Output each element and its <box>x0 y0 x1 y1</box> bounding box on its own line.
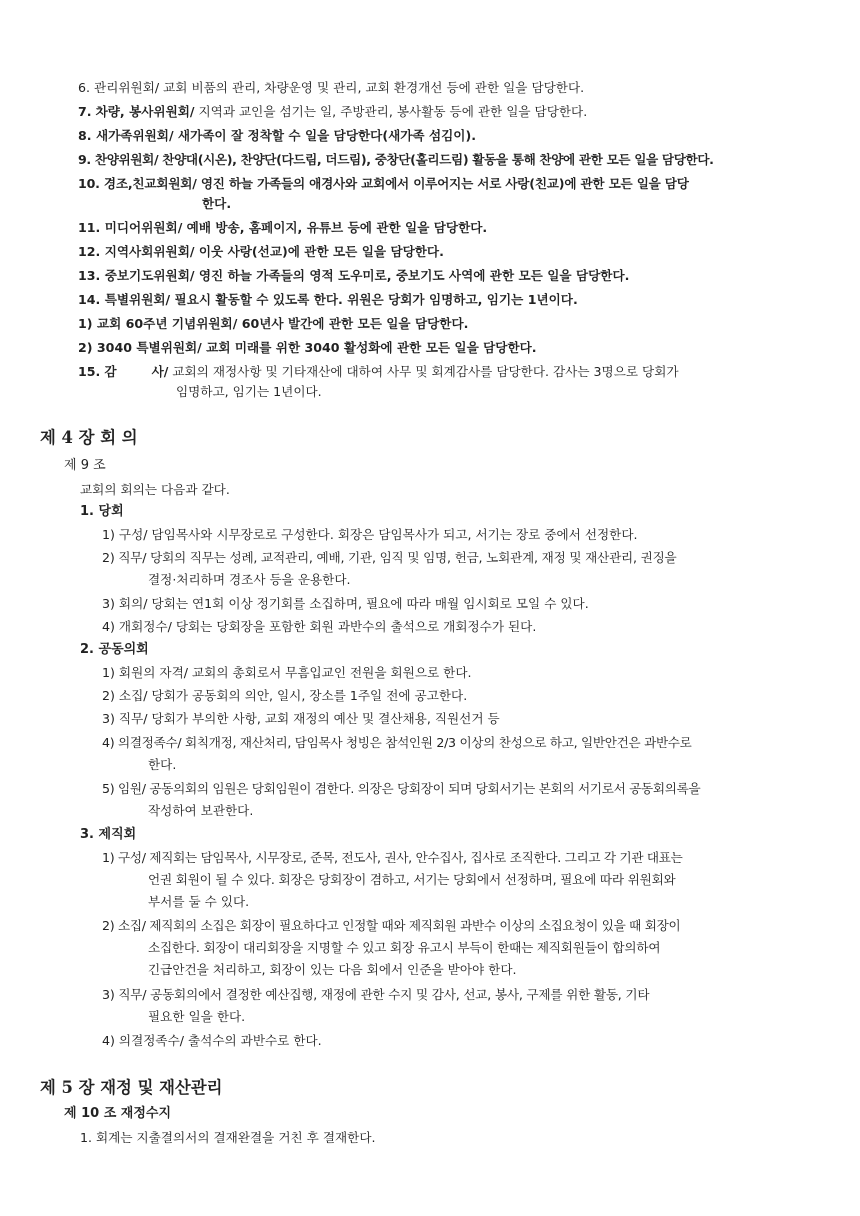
section-3-item-1-cont-1: 언권 회원이 될 수 있다. 회장은 당회장이 겸하고, 서기는 당회에서 선정하며, 필요에 따라 위원회와 <box>148 872 676 887</box>
committee-title: 찬양위원회/ <box>94 152 159 167</box>
item-number: 10. <box>78 176 100 191</box>
article-10-heading: 제 10 조 재정수지 <box>64 1106 172 1121</box>
chapter-4-heading: 제 4 장 회 의 <box>40 428 138 447</box>
committee-7 <box>78 102 587 122</box>
committee-desc: 교회의 재정사항 및 기타재산에 대하여 사무 및 회계감사를 담당한다. 감사는 3명으로 당회가 <box>168 364 679 379</box>
section-title-2: 2. 공동의회 <box>80 642 149 657</box>
item-number: 13. <box>78 268 101 283</box>
committee-title: 지역사회위원회/ <box>104 244 195 259</box>
item-number: 15. <box>78 364 101 379</box>
item-number: 14. <box>78 292 101 307</box>
committee-desc: 필요시 활동할 수 있도록 한다. 위원은 당회가 임명하고, 임기는 1년이다. <box>170 292 578 307</box>
section-3-item-4: 4) 의결정족수/ 출석수의 과반수로 한다. <box>102 1033 322 1048</box>
committee-11 <box>78 218 487 238</box>
committee-desc: 영진 하늘 가족들의 애경사와 교회에서 이루어지는 서로 사랑(친교)에 관한 모든 일을 담당 <box>196 176 689 191</box>
committee-10 <box>78 174 689 194</box>
section-3-item-1: 1) 구성/ 제직회는 담임목사, 시무장로, 준목, 전도사, 권사, 안수집사, 집사로 조직한다. 그리고 각 기관 대표는 <box>102 850 683 865</box>
committee-desc: 60년사 발간에 관한 모든 일을 담당한다. <box>237 316 469 331</box>
committee-title: 특별위원회/ <box>104 292 171 307</box>
section-1-item-4: 4) 개회정수/ 당회는 당회장을 포함한 회원 과반수의 출석으로 개회정수가 된다. <box>102 619 537 634</box>
section-2-item-2: 2) 소집/ 당회가 공동회의 의안, 일시, 장소를 1주일 전에 공고한다. <box>102 688 468 703</box>
section-3-item-2-cont-2: 긴급안건을 처리하고, 회장이 있는 다음 회에서 인준을 받아야 한다. <box>148 962 517 977</box>
section-2-item-5-cont: 작성하여 보관한다. <box>148 803 254 818</box>
committee-desc: 교회 미래를 위한 3040 활성화에 관한 모든 일을 담당한다. <box>201 340 537 355</box>
item-number: 2) <box>78 340 93 355</box>
item-number: 9. <box>78 152 91 167</box>
section-3-item-2-cont-1: 소집한다. 회장이 대리회장을 지명할 수 있고 회장 유고시 부득이 한때는 제직회원들이 합의하여 <box>148 940 661 955</box>
committee-desc: 이웃 사랑(선교)에 관한 모든 일을 담당한다. <box>194 244 444 259</box>
section-2-item-4: 4) 의결정족수/ 회칙개정, 재산처리, 담임목사 청빙은 참석인원 2/3 이상의 찬성으로 하고, 일반안건은 과반수로 <box>102 735 692 750</box>
chapter-5-heading: 제 5 장 재정 및 재산관리 <box>40 1078 223 1097</box>
section-1-item-3: 3) 회의/ 당회는 연1회 이상 정기회를 소집하며, 필요에 따라 매월 임시회로 모일 수 있다. <box>102 596 589 611</box>
item-number: 11. <box>78 220 101 235</box>
committee-title: 3040 특별위원회/ <box>96 340 202 355</box>
committee-6 <box>78 78 584 98</box>
committee-title: 중보기도위원회/ <box>104 268 195 283</box>
section-2-item-1: 1) 회원의 자격/ 교회의 총회로서 무흠입교인 전원을 회원으로 한다. <box>102 665 472 680</box>
committee-title: 차량, 봉사위원회/ <box>95 104 195 119</box>
article-9-heading: 제 9 조 <box>64 458 106 473</box>
committee-12 <box>78 242 444 262</box>
section-3-item-3: 3) 직무/ 공동회의에서 결정한 예산집행, 재정에 관한 수지 및 감사, 선교, 봉사, 구제를 위한 활동, 기타 <box>102 987 650 1002</box>
section-1-item-2-cont: 결정·처리하며 경조사 등을 운용한다. <box>148 572 351 587</box>
section-2-item-3: 3) 직무/ 당회가 부의한 사항, 교회 재정의 예산 및 결산채용, 직원선거 등 <box>102 711 500 726</box>
committee-9 <box>78 150 714 170</box>
item-number: 12. <box>78 244 101 259</box>
committee-title: 경조,친교회원회/ <box>103 176 197 191</box>
special-committee-1 <box>78 314 468 334</box>
committee-desc: 찬양대(시온), 찬양단(다드림, 더드림), 중창단(홀리드림) 활동을 통해 찬양에 관한 모든 일을 담당한다. <box>158 152 714 167</box>
section-3-item-2: 2) 소집/ 제직회의 소집은 회장이 필요하다고 인정할 때와 제직회원 과반수 이상의 소집요청이 있을 때 회장이 <box>102 918 681 933</box>
section-3-item-1-cont-2: 부서를 둘 수 있다. <box>148 894 250 909</box>
committee-10-continuation <box>202 194 231 214</box>
section-2-item-4-cont: 한다. <box>148 757 177 772</box>
committee-title: 관리위원회/ <box>94 80 160 95</box>
committee-desc: 지역과 교인을 섬기는 일, 주방관리, 봉사활동 등에 관한 일을 담당한다. <box>194 104 588 119</box>
committee-title: 감 사/ <box>104 364 169 379</box>
item-number: 7. <box>78 104 92 119</box>
section-2-item-5: 5) 임원/ 공동의회의 임원은 당회임원이 겸한다. 의장은 당회장이 되며 당회서기는 본회의 서기로서 공동회의록을 <box>102 781 701 796</box>
committee-13 <box>78 266 629 286</box>
committee-desc: 예배 방송, 홈페이지, 유튜브 등에 관한 일을 담당한다. <box>182 220 488 235</box>
section-title-3: 3. 제직회 <box>80 827 137 842</box>
section-1-item-1: 1) 구성/ 담임목사와 시무장로로 구성한다. 회장은 담임목사가 되고, 서기는 장로 중에서 선정한다. <box>102 527 638 542</box>
section-1-item-2: 2) 직무/ 당회의 직무는 성례, 교적관리, 예배, 기관, 임직 및 임명, 헌금, 노회관계, 재정 및 재산관리, 권징을 <box>102 550 677 565</box>
item-number: 6. <box>78 80 91 95</box>
item-number: 1) <box>78 316 93 331</box>
committee-desc: 교회 비품의 관리, 차량운영 및 관리, 교회 환경개선 등에 관한 일을 담당한다. <box>159 80 585 95</box>
committee-desc-cont: 한다. <box>202 196 232 211</box>
special-committee-2 <box>78 338 537 358</box>
committee-desc: 영진 하늘 가족들의 영적 도우미로, 중보기도 사역에 관한 모든 일을 담당한다. <box>194 268 630 283</box>
committee-15-continuation <box>176 382 322 402</box>
committee-title: 교회 60주년 기념위원회/ <box>96 316 238 331</box>
section-title-1: 1. 당회 <box>80 504 124 519</box>
item-number: 8. <box>78 128 92 143</box>
section-3-item-3-cont: 필요한 일을 한다. <box>148 1009 246 1024</box>
committee-desc: 새가족이 잘 정착할 수 일을 담당한다(새가족 섬김이). <box>173 128 477 143</box>
committee-8 <box>78 126 476 146</box>
chapter-5-item-1: 1. 회계는 지출결의서의 결재완결을 거친 후 결재한다. <box>80 1130 376 1145</box>
committee-title: 새가족위원회/ <box>95 128 174 143</box>
chapter-4-intro: 교회의 회의는 다음과 같다. <box>80 482 230 497</box>
committee-14 <box>78 290 578 310</box>
committee-title: 미디어위원회/ <box>104 220 183 235</box>
committee-desc-cont: 임명하고, 임기는 1년이다. <box>176 384 322 399</box>
committee-15 <box>78 362 679 382</box>
